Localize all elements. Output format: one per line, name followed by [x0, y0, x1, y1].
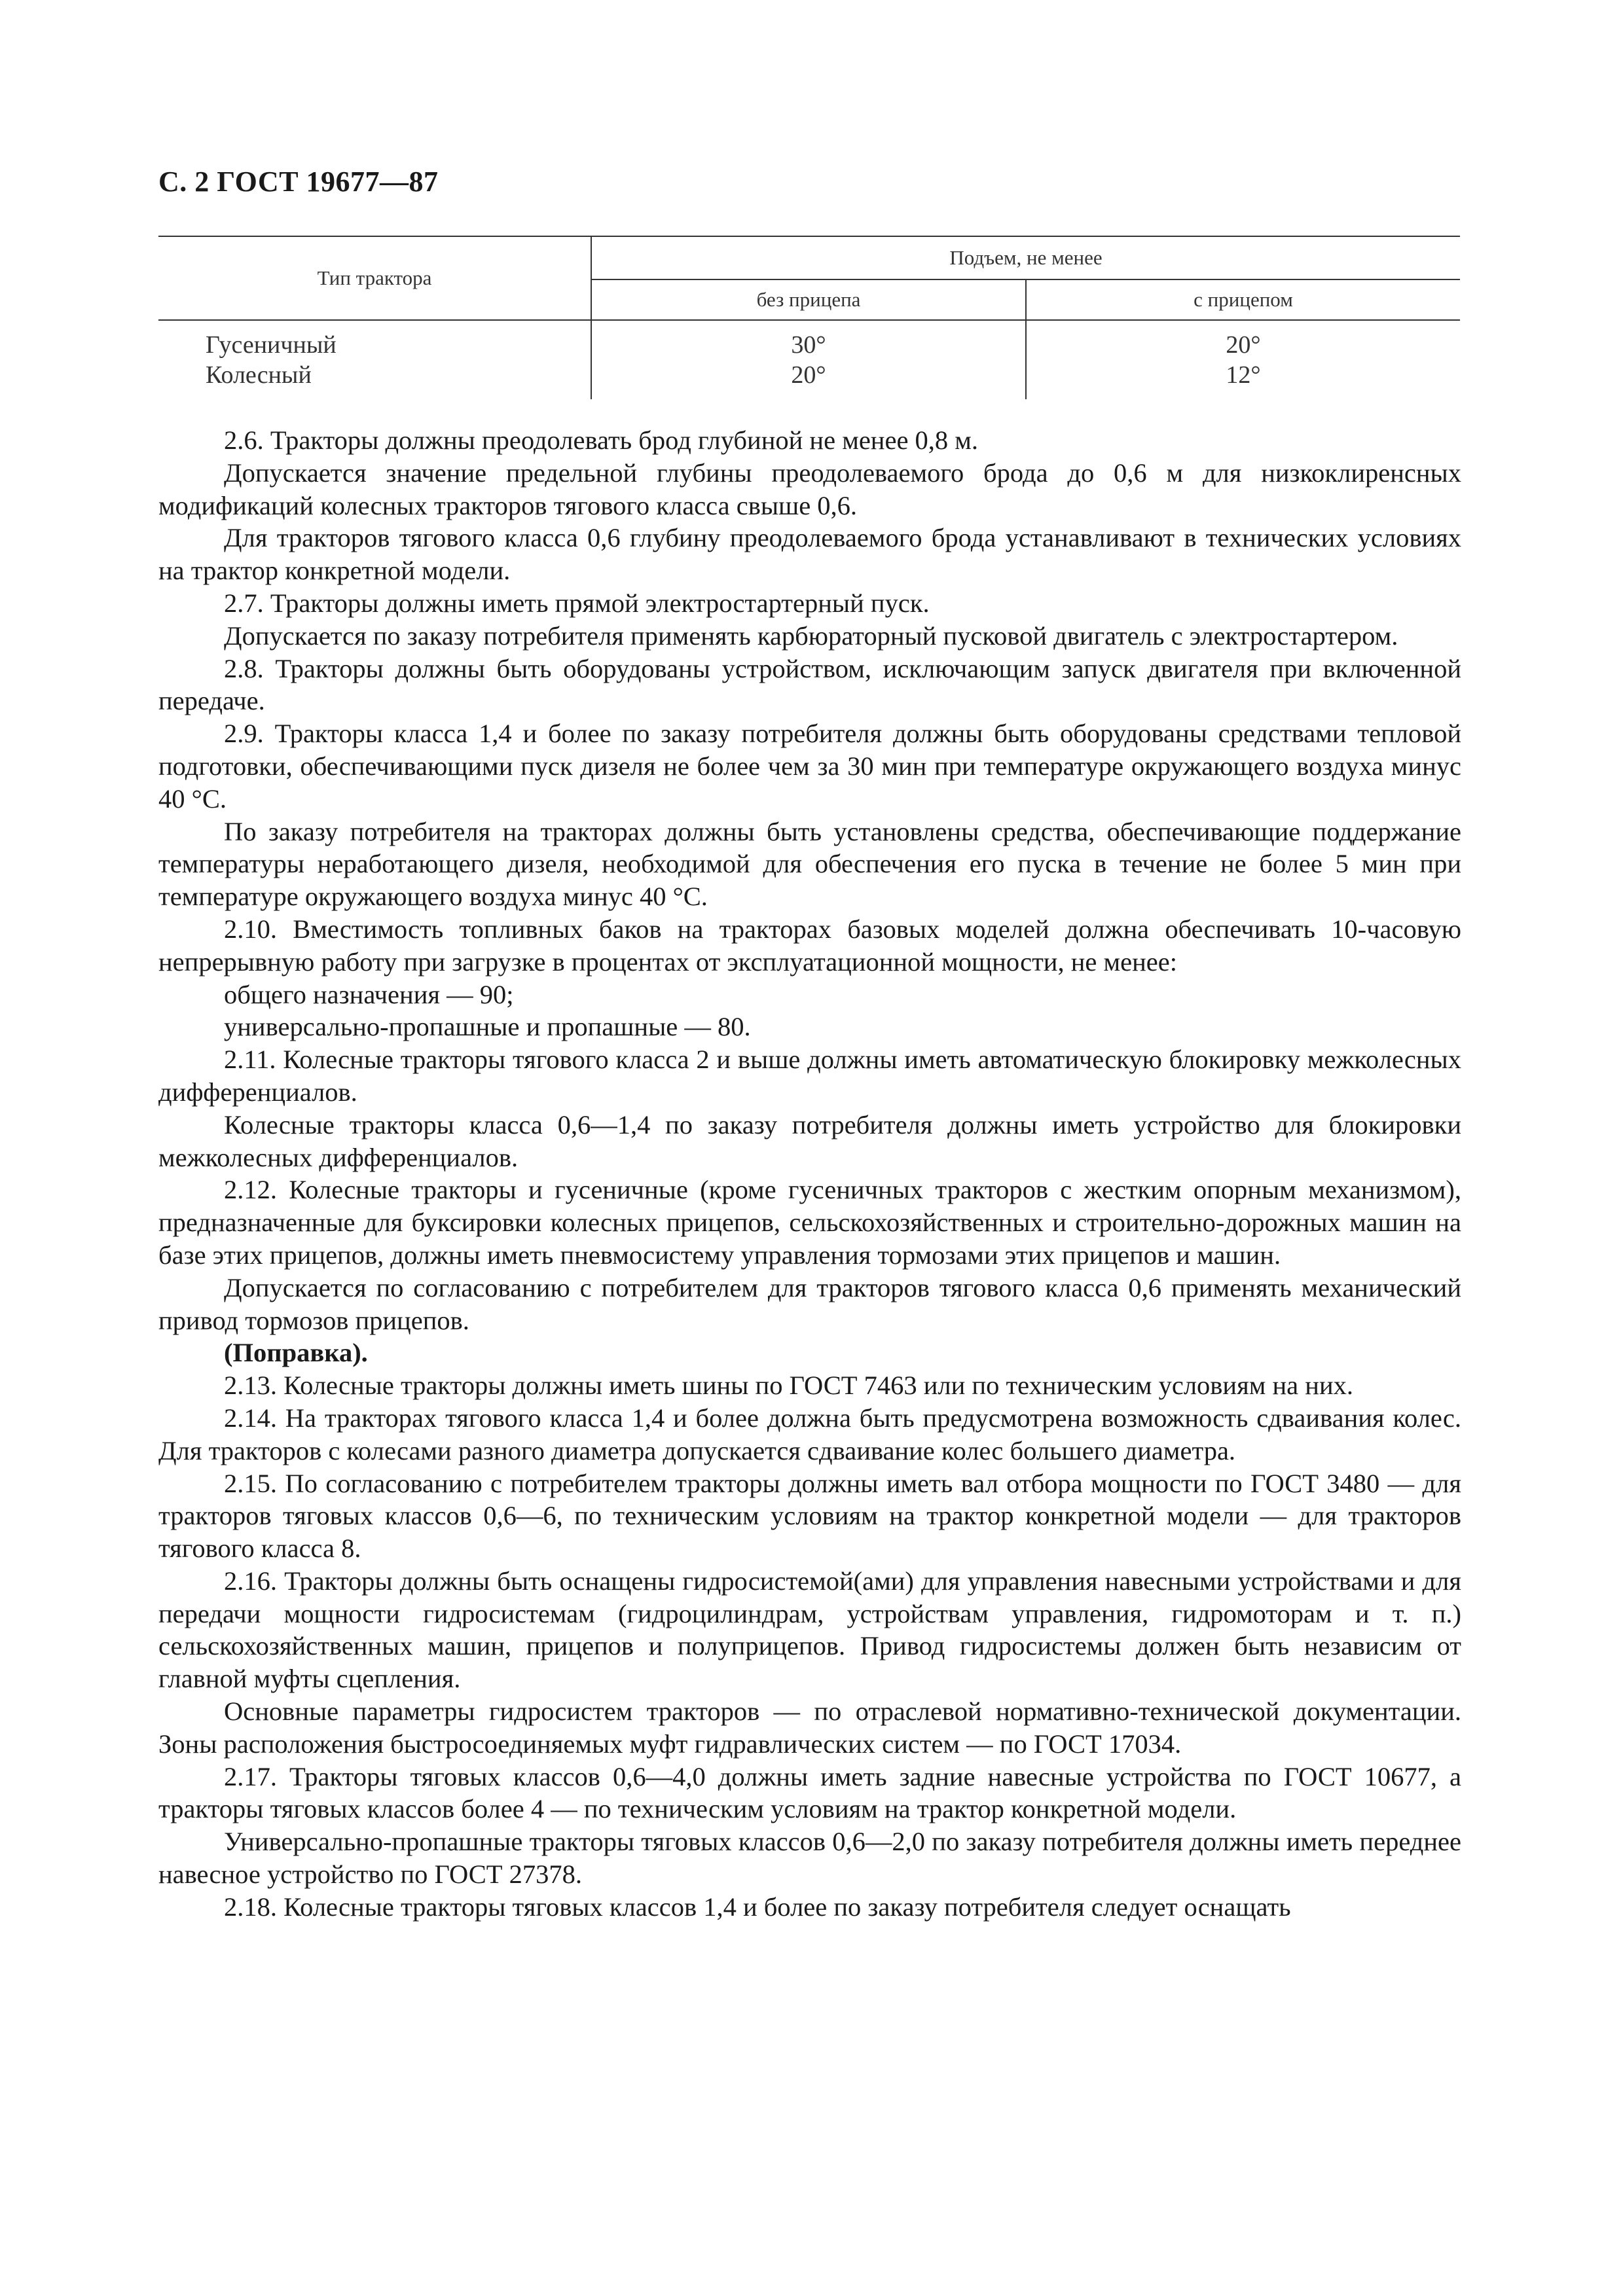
paragraph: 2.17. Тракторы тяговых классов 0,6—4,0 должны иметь задние навесные устройства по ГОСТ 10677, а тракторы тяговых классов более 4 — по техническим условиям на трактор конкретной модели.: [158, 1761, 1461, 1824]
paragraph: Основные параметры гидросистем тракторов — по отраслевой нормативно-технической документации. Зоны расположения быстросоединяемых муфт гидравлических систем — по ГОСТ 17034.: [158, 1696, 1461, 1759]
amendment-note: (Поправка).: [224, 1338, 368, 1368]
paragraph: Для тракторов тягового класса 0,6 глубину преодолеваемого брода устанавливают в технических условиях на трактор конкретной модели.: [158, 523, 1461, 586]
cell-no-trailer: 20°: [591, 360, 1026, 399]
col-header-tractor-type: Тип трактора: [158, 236, 591, 320]
paragraph: Допускается по согласованию с потребителем для тракторов тягового класса 0,6 применять механический привод тормозов прицепов.: [158, 1272, 1461, 1335]
paragraph: 2.16. Тракторы должны быть оснащены гидросистемой(ами) для управления навесными устройствами и для передачи мощности гидросистемам (гидроцилиндрам, устройствам управления, гидромоторам и т. п.) сельскохозяйственных машин, прицепов и полуприцепов. Привод гидросистемы должен быть независим от главной муфты сцепления.: [158, 1566, 1461, 1694]
paragraph: 2.6. Тракторы должны преодолевать брод глубиной не менее 0,8 м.: [224, 425, 979, 455]
paragraph: 2.11. Колесные тракторы тягового класса 2 и выше должны иметь автоматическую блокировку межколесных дифференциалов.: [158, 1045, 1461, 1107]
col-header-no-trailer: без прицепа: [591, 279, 1026, 320]
paragraph: Допускается значение предельной глубины преодолеваемого брода до 0,6 м для низкоклиренсных модификаций колесных тракторов тягового класса свыше 0,6.: [158, 457, 1461, 520]
list-item: универсально-пропашные и пропашные — 80.: [224, 1012, 751, 1042]
paragraph: По заказу потребителя на тракторах должны быть установлены средства, обеспечивающие поддержание температуры неработающего дизеля, необходимой для обеспечения его пуска в течение не более 5 мин при температуре окружающего воздуха минус 40 °С.: [158, 816, 1461, 912]
body-text: [158, 424, 1461, 1924]
paragraph: 2.14. На тракторах тягового класса 1,4 и более должна быть предусмотрена возможность сдваивания колес. Для тракторов с колесами разного диаметра допускается сдваивание колес большего диаметра.: [158, 1403, 1461, 1465]
list-item: общего назначения — 90;: [224, 979, 514, 1009]
paragraph: 2.10. Вместимость топливных баков на тракторах базовых моделей должна обеспечивать 10-часовую непрерывную работу при загрузке в процентах от эксплуатационной мощности, не менее:: [158, 914, 1461, 977]
paragraph: 2.9. Тракторы класса 1,4 и более по заказу потребителя должны быть оборудованы средствами тепловой подготовки, обеспечивающими пуск дизеля не более чем за 30 мин при температуре окружающего воздуха минус 40 °С.: [158, 719, 1461, 814]
table-row: [158, 360, 1460, 399]
paragraph: Допускается по заказу потребителя применять карбюраторный пусковой двигатель с электростартером.: [224, 620, 1398, 651]
col-header-trailer: с прицепом: [1026, 279, 1460, 320]
table-row: [158, 320, 1460, 360]
paragraph: 2.15. По согласованию с потребителем тракторы должны иметь вал отбора мощности по ГОСТ 3480 — для тракторов тяговых классов 0,6—6, по техническим условиям на трактор конкретной модели — для тракторов тягового класса 8.: [158, 1468, 1461, 1564]
slope-table: [158, 236, 1460, 399]
paragraph: 2.8. Тракторы должны быть оборудованы устройством, исключающим запуск двигателя при включенной передаче.: [158, 653, 1461, 716]
cell-trailer: 20°: [1226, 331, 1261, 359]
cell-tractor-type: Гусеничный: [158, 320, 591, 360]
paragraph: Универсально-пропашные тракторы тяговых классов 0,6—2,0 по заказу потребителя должны иметь переднее навесное устройство по ГОСТ 27378.: [158, 1827, 1461, 1890]
cell-no-trailer: 30°: [591, 320, 1026, 360]
paragraph: 2.7. Тракторы должны иметь прямой электростартерный пуск.: [224, 588, 930, 618]
cell-trailer: 12°: [1226, 361, 1261, 389]
col-header-slope: Подъем, не менее: [591, 236, 1460, 279]
page-header: С. 2 ГОСТ 19677—87: [158, 166, 439, 198]
cell-tractor-type: Колесный: [158, 360, 591, 399]
paragraph: Колесные тракторы класса 0,6—1,4 по заказу потребителя должны иметь устройство для блокировки межколесных дифференциалов.: [158, 1109, 1461, 1172]
paragraph: 2.12. Колесные тракторы и гусеничные (кроме гусеничных тракторов с жестким опорным механизмом), предназначенные для буксировки колесных прицепов, сельскохозяйственных и строительно-дорожных машин на базе этих прицепов, должны иметь пневмосистему управления тормозами этих прицепов и машин.: [158, 1175, 1461, 1270]
paragraph: 2.18. Колесные тракторы тяговых классов 1,4 и более по заказу потребителя следует оснащать: [224, 1892, 1291, 1922]
paragraph: 2.13. Колесные тракторы должны иметь шины по ГОСТ 7463 или по техническим условиям на них.: [224, 1371, 1353, 1401]
